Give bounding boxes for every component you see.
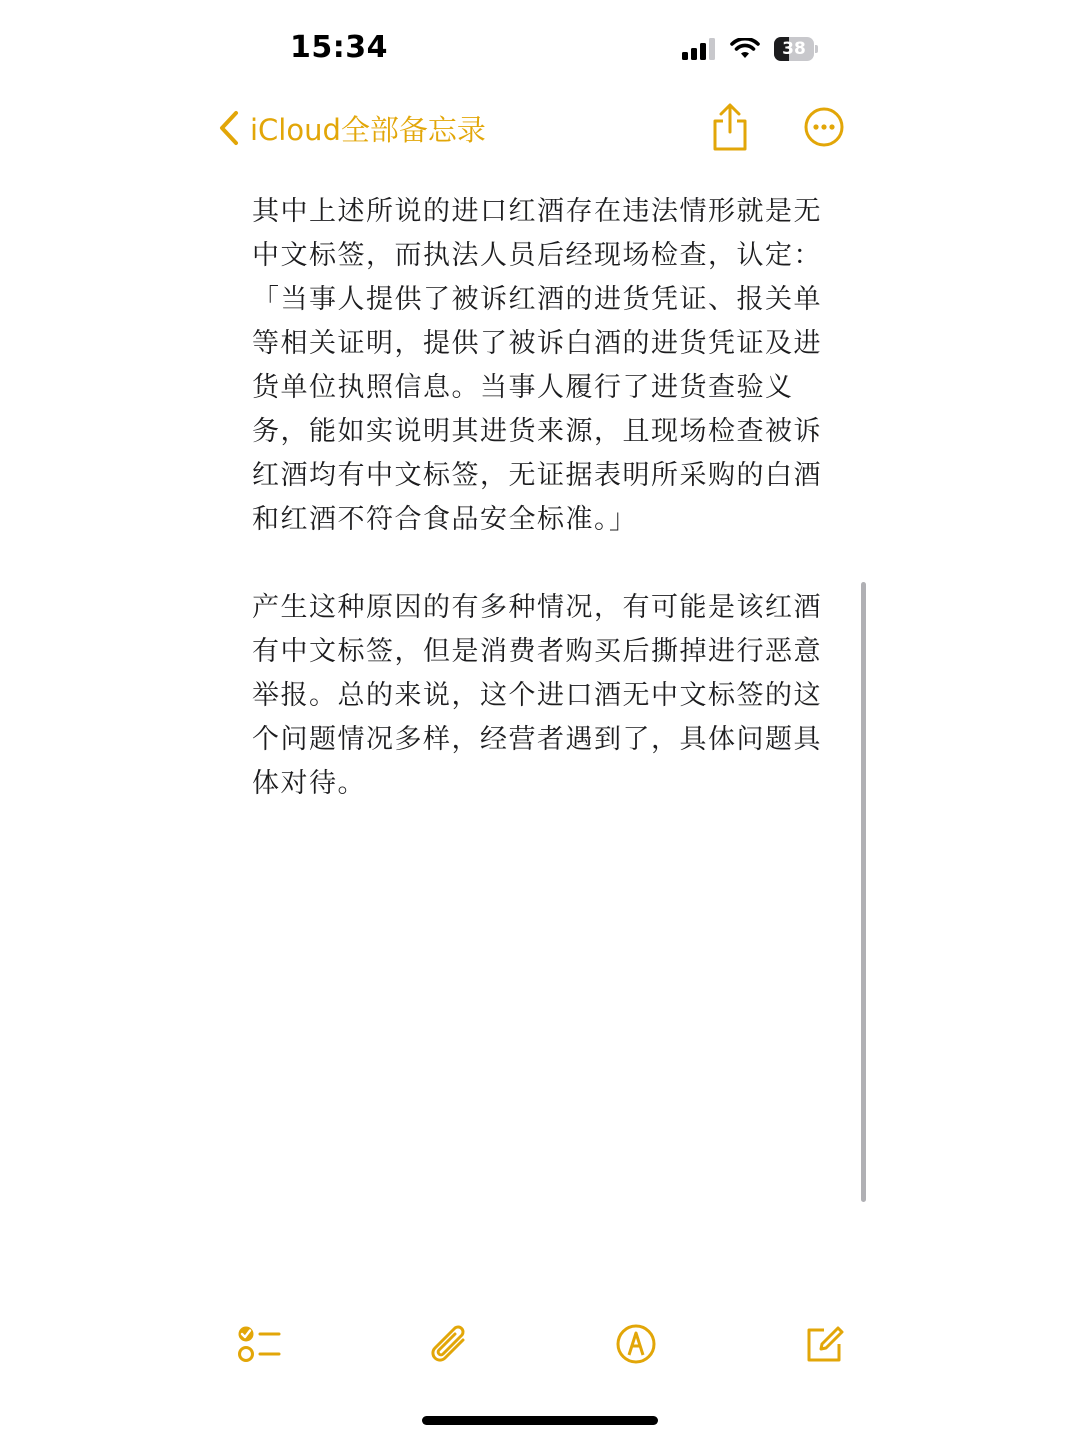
note-paragraph[interactable]: 产生这种原因的有多种情况，有可能是该红酒有中文标签，但是消费者购买后撕掉进行恶意举报。总的来说，这个进口酒无中文标签的这个问题情况多样，经营者遇到了，具体问题具体对待。: [252, 592, 822, 799]
battery-icon: [774, 37, 818, 61]
chevron-left-icon: [218, 110, 240, 146]
battery-level: 38: [782, 39, 806, 59]
checklist-icon[interactable]: [236, 1322, 282, 1366]
scroll-indicator[interactable]: [861, 582, 866, 1202]
status-time: 15:34: [290, 30, 388, 65]
ellipsis-circle-icon[interactable]: [803, 106, 845, 148]
note-body[interactable]: [252, 190, 832, 806]
note-paragraph[interactable]: 其中上述所说的进口红酒存在违法情形就是无中文标签，而执法人员后经现场检查，认定：「当事人提供了被诉红酒的进货凭证、报关单等相关证明，提供了被诉白酒的进货凭证及进货单位执照信息。当事人履行了进货查验义务，能如实说明其进货来源，且现场检查被诉红酒均有中文标签，无证据表明所采购的白酒和红酒不符合食品安全标准。」: [252, 196, 822, 535]
status-bar: [0, 0, 1080, 96]
back-button[interactable]: [218, 108, 486, 148]
wifi-icon: [730, 38, 760, 60]
nav-bar: [0, 96, 1080, 160]
cellular-signal-icon: [682, 38, 716, 60]
back-button-label: iCloud全部备忘录: [250, 112, 486, 147]
status-icons: [682, 36, 818, 62]
paperclip-icon[interactable]: [428, 1322, 470, 1368]
compose-icon[interactable]: [802, 1322, 846, 1366]
share-icon[interactable]: [710, 102, 750, 152]
markup-pen-icon[interactable]: [615, 1322, 657, 1366]
home-indicator[interactable]: [422, 1416, 658, 1425]
